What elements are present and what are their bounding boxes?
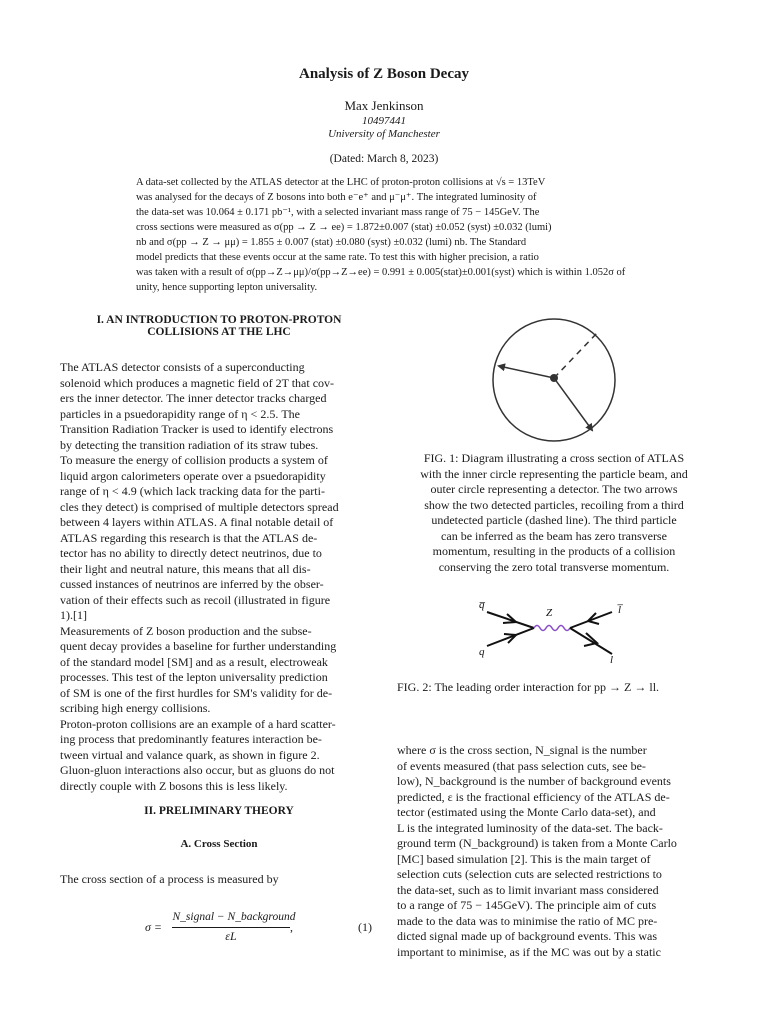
body-line: range of η < 4.9 (which lack tracking data for the parti-	[60, 484, 325, 498]
body-line: liquid argon calorimeters operate over a psuedorapidity	[60, 468, 326, 483]
body-line: directly couple with Z bosons this is less likely.	[60, 778, 288, 793]
caption-line: outer circle representing a detector. The two arrows	[430, 482, 678, 496]
abstract-line: was analysed for the decays of Z bosons into both e⁻e⁺ and μ⁻μ⁺. The integrated luminosity of	[136, 192, 537, 203]
antiquark-arrow	[503, 614, 516, 623]
body-line: ground term (N_background) is taken from a Monte Carlo	[397, 836, 677, 850]
figure-2-caption: FIG. 2: The leading order interaction for pp → Z → ll.	[397, 680, 660, 694]
body-line: Gluon-gluon interactions also occur, but as gluons do not	[60, 763, 335, 777]
equation-lhs: σ =	[145, 920, 163, 934]
body-line: of the standard model [SM] and as a result, electroweak	[60, 654, 328, 669]
body-line: the data-set, such as to limit invariant mass considered	[397, 882, 659, 897]
label-qbar: q̅	[479, 599, 485, 611]
antiquark-line	[487, 612, 534, 628]
fraction-bar	[172, 927, 290, 928]
body-line: ing process that predominantly features interaction be-	[60, 732, 322, 746]
equation-numerator: N_signal − N_background	[172, 911, 296, 923]
body-line: [MC] based simulation [2]. This is the main target of	[397, 851, 651, 866]
author-name: Max Jenkinson	[344, 98, 424, 113]
label-lbar: l̅	[618, 604, 622, 616]
quark-line	[487, 628, 534, 646]
abstract-line: the data-set was 10.064 ± 0.171 pb⁻¹, with a selected invariant mass range of 75 − 145GeV. The	[136, 207, 540, 218]
body-line: between 4 layers within ATLAS. A final notable detail of	[60, 515, 334, 529]
affiliation: University of Manchester	[328, 128, 440, 140]
abstract	[136, 175, 634, 295]
section-1-heading-line: COLLISIONS AT THE LHC	[147, 326, 291, 338]
equation-number: (1)	[358, 920, 372, 934]
abstract-line: nb and σ(pp → Z → μμ) = 1.855 ± 0.007 (stat) ±0.080 (syst) ±0.032 (lumi) nb. The Standard	[136, 237, 527, 248]
body-line: ers the inner detector. The inner detector tracks charged	[60, 391, 327, 405]
abstract-line: was taken with a result of σ(pp→Z→μμ)/σ(pp→Z→ee) = 0.991 ± 0.005(stat)±0.001(syst) which is within 1.052σ of	[136, 267, 626, 278]
body-line: L is the integrated luminosity of the data-set. The back-	[397, 820, 663, 835]
body-line: tector (estimated using the Monte Carlo data-set), and	[397, 805, 656, 819]
body-line: quent decay provides a baseline for further understanding	[60, 639, 337, 653]
label-z: Z	[546, 607, 553, 619]
caption-line: undetected particle (dashed line). The third particle	[431, 513, 677, 527]
body-line: solenoid which produces a magnetic field of 2T that cov-	[60, 375, 335, 390]
body-line: 1).[1]	[60, 608, 87, 622]
inner-beam-dot	[550, 374, 558, 382]
section-2-heading: II. PRELIMINARY THEORY	[144, 805, 294, 817]
abstract-line: cross sections were measured as σ(pp → Z → ee) = 1.872±0.007 (stat) ±0.052 (syst) ±0.032 (lumi)	[136, 222, 552, 233]
equation-comma: ,	[290, 920, 293, 934]
body-line: to a range of 75 − 145GeV). The principle aim of cuts	[397, 898, 657, 912]
caption-line: momentum, resulting in the products of a collision	[432, 544, 676, 558]
body-line: To measure the energy of collision products a system of	[60, 453, 328, 467]
section-1-heading-line: I. AN INTRODUCTION TO PROTON-PROTON	[96, 314, 342, 326]
student-id: 10497441	[362, 115, 406, 127]
antilepton-arrow	[588, 613, 599, 624]
body-line: predicted, ε is the fractional efficiency of the ATLAS de-	[397, 789, 670, 804]
section-1-body	[60, 360, 378, 794]
body-line: selection cuts (selection cuts are selected restrictions to	[397, 867, 662, 881]
paper-title: Analysis of Z Boson Decay	[298, 66, 470, 82]
body-line: low), N_background is the number of background events	[397, 774, 671, 788]
body-line: Measurements of Z boson production and the subse-	[60, 623, 312, 638]
caption-line: conserving the zero total transverse momentum.	[438, 559, 670, 574]
caption-line: FIG. 1: Diagram illustrating a cross section of ATLAS	[423, 451, 685, 465]
label-l: l	[610, 654, 614, 666]
body-line: of SM is one of the first hurdles for SM's validity for de-	[60, 685, 333, 700]
z-boson-propagator	[534, 626, 570, 631]
body-line: cussed instances of neutrinos are inferred by the obser-	[60, 577, 324, 591]
body-line: made to the data was to minimise the ratio of MC pre-	[397, 913, 658, 928]
body-line: where σ is the cross section, N_signal is the number	[397, 743, 647, 757]
outer-detector-circle	[493, 319, 615, 441]
body-line: scribing high energy collisions.	[60, 701, 211, 715]
right-column-body	[397, 743, 709, 960]
body-line: vation of their effects such as recoil (illustrated in figure	[60, 592, 331, 607]
abstract-line: unity, hence supporting lepton universality.	[136, 282, 318, 293]
particle-arrow-left	[499, 366, 554, 378]
abstract-line: model predicts that these events occur at the same rate. To test this with higher precision, a ratio	[136, 252, 539, 263]
body-line: important to minimise, as if the MC was out by a static	[397, 944, 661, 959]
body-line: Transition Radiation Tracker is used to identify electrons	[60, 422, 334, 436]
body-line: ATLAS regarding this research is that the ATLAS de-	[60, 530, 318, 545]
body-line: The ATLAS detector consists of a superconducting	[60, 360, 305, 374]
body-line: of events measured (that pass selection cuts, see be-	[397, 758, 646, 773]
body-line: by detecting the transition radiation of its straw tubes.	[60, 437, 319, 452]
label-q: q	[479, 646, 485, 658]
body-line: particles in a psuedorapidity range of η < 2.5. The	[60, 406, 300, 421]
antilepton-line	[570, 612, 612, 628]
undetected-particle-dashed-line	[554, 332, 598, 378]
body-line: their light and neutral nature, this means that all dis-	[60, 561, 311, 576]
section-2-intro: The cross section of a process is measured by	[60, 872, 279, 886]
body-line: dicted signal made up of background events. This was	[397, 929, 658, 943]
equation-denominator: εL	[225, 929, 237, 943]
lepton-arrow	[584, 633, 597, 646]
section-1-heading	[60, 314, 378, 338]
body-line: processes. This test of the lepton universality prediction	[60, 670, 328, 684]
figure-1-caption	[397, 451, 711, 575]
body-line: tector has no ability to directly detect neutrinos, due to	[60, 546, 322, 560]
date-line: (Dated: March 8, 2023)	[329, 153, 439, 165]
body-line: cles they detect) is comprised of multiple detectors spread	[60, 499, 339, 514]
lepton-line	[570, 628, 612, 654]
subsection-a-heading: A. Cross Section	[180, 838, 258, 850]
caption-line: with the inner circle representing the particle beam, and	[420, 466, 688, 481]
caption-line: can be inferred as the beam has zero transverse	[441, 528, 667, 543]
caption-line: show the two detected particles, recoiling from a third	[424, 497, 684, 512]
body-line: Proton-proton collisions are an example of a hard scatter-	[60, 716, 336, 731]
particle-arrow-down	[554, 378, 592, 430]
body-line: tween virtual and valance quark, as shown in figure 2.	[60, 747, 320, 762]
quark-arrow	[504, 634, 516, 643]
abstract-line: A data-set collected by the ATLAS detector at the LHC of proton-proton collisions at √s = 13TeV	[136, 177, 546, 188]
